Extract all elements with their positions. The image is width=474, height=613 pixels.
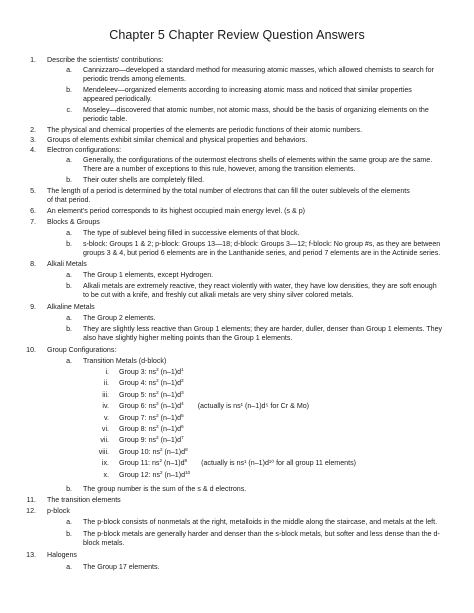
group-label: Group 5: ns — [119, 390, 157, 399]
subitem-text: s-block: Groups 1 & 2; p-block: Groups 13—18; d-block: Groups 3—12; f-block: No group #s, as they are between — [83, 240, 441, 248]
s-electron-count: 2 — [156, 378, 159, 384]
group-label: Group 9: ns — [119, 436, 157, 445]
d-orbital-label: (n–1)d — [158, 413, 182, 422]
subitem-text: The type of sublevel being filled in successive elements of that block. — [83, 229, 300, 237]
subitem-letter: a. — [66, 229, 72, 237]
group-configuration — [119, 459, 356, 468]
s-electron-count: 2 — [160, 469, 163, 475]
d-electron-count: 2 — [181, 378, 184, 384]
group-numeral: v. — [104, 413, 109, 422]
d-orbital-label: (n–1)d — [162, 470, 186, 479]
item-text: The physical and chemical properties of the elements are periodic functions of their atomic numbers. — [47, 126, 363, 134]
subitem-text: The group number is the sum of the s & d electrons. — [83, 485, 247, 493]
item-text: Group Configurations: — [47, 346, 117, 354]
subitem-letter: a. — [66, 518, 72, 526]
d-electron-count: 8 — [185, 446, 188, 452]
item-number: 3. — [30, 136, 36, 144]
group-label: Group 4: ns — [119, 379, 157, 388]
group-configuration — [119, 391, 184, 400]
s-electron-count: 2 — [156, 389, 159, 395]
item-number: 13. — [26, 551, 36, 559]
item-number: 4. — [30, 146, 36, 154]
s-electron-count: 2 — [156, 424, 159, 429]
d-orbital-label: (n–1)d — [158, 425, 182, 433]
item-number: 11. — [26, 496, 36, 504]
subitem-letter: a. — [66, 357, 72, 365]
subitem-letter: a. — [66, 271, 72, 279]
item-text: Alkaline Metals — [47, 303, 95, 311]
group-numeral: i. — [105, 368, 109, 376]
subitem-text: periodic trends among elements. — [83, 75, 186, 83]
subitem-text: appeared periodically. — [83, 95, 152, 103]
subitem-text: The Group 1 elements, except Hydrogen. — [83, 271, 214, 279]
group-label: Group 6: ns — [119, 402, 157, 411]
d-electron-count: 4 — [181, 401, 184, 407]
group-configuration — [119, 471, 190, 480]
subitem-text: The p-block consists of nonmetals at the right, metalloids in the middle along the staircase, and metals at the left. — [83, 518, 438, 526]
subitem-text: The p-block metals are generally harder and denser than the s-block metals, but softer and less dense than the d- — [83, 530, 440, 538]
subitem-letter: b. — [66, 176, 72, 184]
exception-note: (actually is ns¹ (n–1)d¹⁰ for all group 11 elements) — [201, 459, 356, 468]
item-text: Electron configurations: — [47, 146, 122, 154]
d-electron-count: 3 — [181, 389, 184, 395]
item-number: 5. — [30, 187, 36, 195]
d-electron-count: 7 — [181, 435, 184, 441]
subitem-text: block metals. — [83, 539, 125, 547]
group-numeral: x. — [103, 470, 109, 479]
d-electron-count: 9 — [184, 458, 188, 464]
item-text: of that period. — [47, 196, 91, 204]
group-numeral: viii. — [98, 447, 109, 456]
group-configuration — [119, 436, 184, 445]
item-number: 10. — [26, 346, 36, 354]
item-number: 1. — [30, 56, 36, 64]
group-label: Group 3: ns — [119, 368, 157, 376]
exception-note: (actually is ns¹ (n–1)d⁵ for Cr & Mo) — [197, 402, 310, 411]
group-configuration — [119, 425, 184, 434]
group-numeral: iii. — [102, 390, 109, 399]
subitem-letter: b. — [66, 325, 72, 333]
item-number: 8. — [30, 260, 36, 268]
page-title: Chapter 5 Chapter Review Question Answers — [109, 28, 365, 42]
item-text: Groups of elements exhibit similar chemical and physical properties and behaviors. — [47, 136, 308, 144]
subitem-letter: b. — [66, 530, 72, 538]
subitem-letter: a. — [66, 66, 72, 74]
d-orbital-label: (n–1)d — [158, 368, 182, 376]
group-numeral: vii. — [100, 436, 109, 445]
d-electron-count: 6 — [181, 424, 184, 429]
subitem-letter: a. — [66, 314, 72, 322]
item-text: An element's period corresponds to its highest occupied main energy level. (s & p) — [47, 207, 306, 215]
subitem-text: also have slightly higher melting points than the Group 1 elements. — [83, 334, 293, 342]
subitem-text: Alkali metals are extremely reactive, they react violently with water, they have low densities, they are soft enough — [83, 282, 437, 290]
group-configuration — [119, 414, 184, 423]
s-electron-count: 2 — [160, 446, 163, 452]
subitem-text: to be cut with a knife, and freshly cut alkali metals are very shiny silver colored metals. — [83, 291, 354, 299]
subitem-letter: b. — [66, 86, 72, 94]
item-text: The length of a period is determined by the total number of electrons that can fill the outer sublevels of the elements — [47, 187, 410, 195]
item-number: 7. — [30, 218, 36, 226]
subitem-letter: b. — [66, 240, 72, 248]
group-numeral: iv. — [102, 402, 109, 411]
d-orbital-label: (n–1)d — [162, 459, 185, 468]
subitem-letter: b. — [66, 282, 72, 290]
subitem-letter: b. — [66, 485, 72, 493]
subitem-text: They are slightly less reactive than Group 1 elements; they are harder, duller, denser than Group 1 elements. They — [83, 325, 443, 333]
subitem-text: Mendeleev—organized elements according to increasing atomic mass and noticed that similar properties — [83, 86, 412, 94]
d-orbital-label: (n–1)d — [158, 390, 182, 399]
item-number: 2. — [30, 126, 36, 134]
d-orbital-label: (n–1)d — [162, 447, 186, 456]
d-orbital-label: (n–1)d — [158, 379, 182, 388]
item-number: 9. — [30, 303, 36, 311]
subitem-text: Their outer shells are completely filled. — [83, 176, 205, 184]
group-numeral: ii. — [103, 379, 109, 388]
subitem-text: There are a number of exceptions to this rule, however, among the transition elements. — [83, 165, 356, 173]
item-number: 6. — [30, 207, 36, 215]
d-orbital-label: (n–1)d — [158, 436, 182, 445]
group-numeral: ix. — [101, 459, 109, 468]
group-numeral: vi. — [101, 425, 109, 433]
s-electron-count: 2 — [159, 458, 163, 464]
subitem-text: The Group 2 elements. — [83, 314, 156, 322]
s-electron-count: 2 — [156, 401, 159, 407]
subitem-text: Generally, the configurations of the outermost electrons shells of elements within the same group are the same. — [83, 156, 433, 164]
item-number: 12. — [26, 507, 36, 515]
subitem-text: Transition Metals (d-block) — [83, 357, 167, 365]
item-text: The transition elements — [47, 496, 121, 504]
group-configuration — [119, 448, 188, 457]
subitem-text: Moseley—discovered that atomic number, not atomic mass, should be the basis of organizing elements on the — [83, 106, 429, 114]
d-electron-count: 1 — [181, 367, 184, 372]
subitem-text: groups 3 & 4, but period 6 elements are in the Lanthanide series, and period 7 elements are in the Actinide series. — [83, 249, 441, 257]
s-electron-count: 2 — [156, 412, 159, 418]
item-text: Blocks & Groups — [47, 218, 100, 226]
item-text: Halogens — [47, 551, 77, 559]
d-electron-count: 5 — [181, 412, 184, 418]
group-configuration — [119, 379, 184, 388]
s-electron-count: 2 — [156, 367, 159, 372]
subitem-text: periodic table. — [83, 115, 128, 123]
group-label: Group 7: ns — [119, 413, 157, 422]
subitem-letter: c. — [66, 106, 72, 114]
group-label: Group 8: ns — [119, 425, 157, 433]
group-configuration — [119, 402, 309, 411]
subitem-letter: a. — [66, 563, 72, 571]
subitem-text: The Group 17 elements. — [83, 563, 160, 571]
d-orbital-label: (n–1)d — [158, 402, 182, 411]
subitem-letter: a. — [66, 156, 72, 164]
item-text: p-block — [47, 507, 70, 515]
group-label: Group 12: ns — [119, 470, 161, 479]
d-electron-count: 10 — [185, 469, 191, 475]
item-text: Alkali Metals — [47, 260, 87, 268]
group-configuration — [119, 368, 184, 377]
subitem-text: Cannizzaro—developed a standard method for measuring atomic masses, which allowed chemists to search for — [83, 66, 434, 74]
item-text: Describe the scientists' contributions: — [47, 56, 164, 64]
group-label: Group 10: ns — [119, 447, 161, 456]
group-label: Group 11: ns — [119, 459, 160, 468]
s-electron-count: 2 — [156, 435, 159, 441]
